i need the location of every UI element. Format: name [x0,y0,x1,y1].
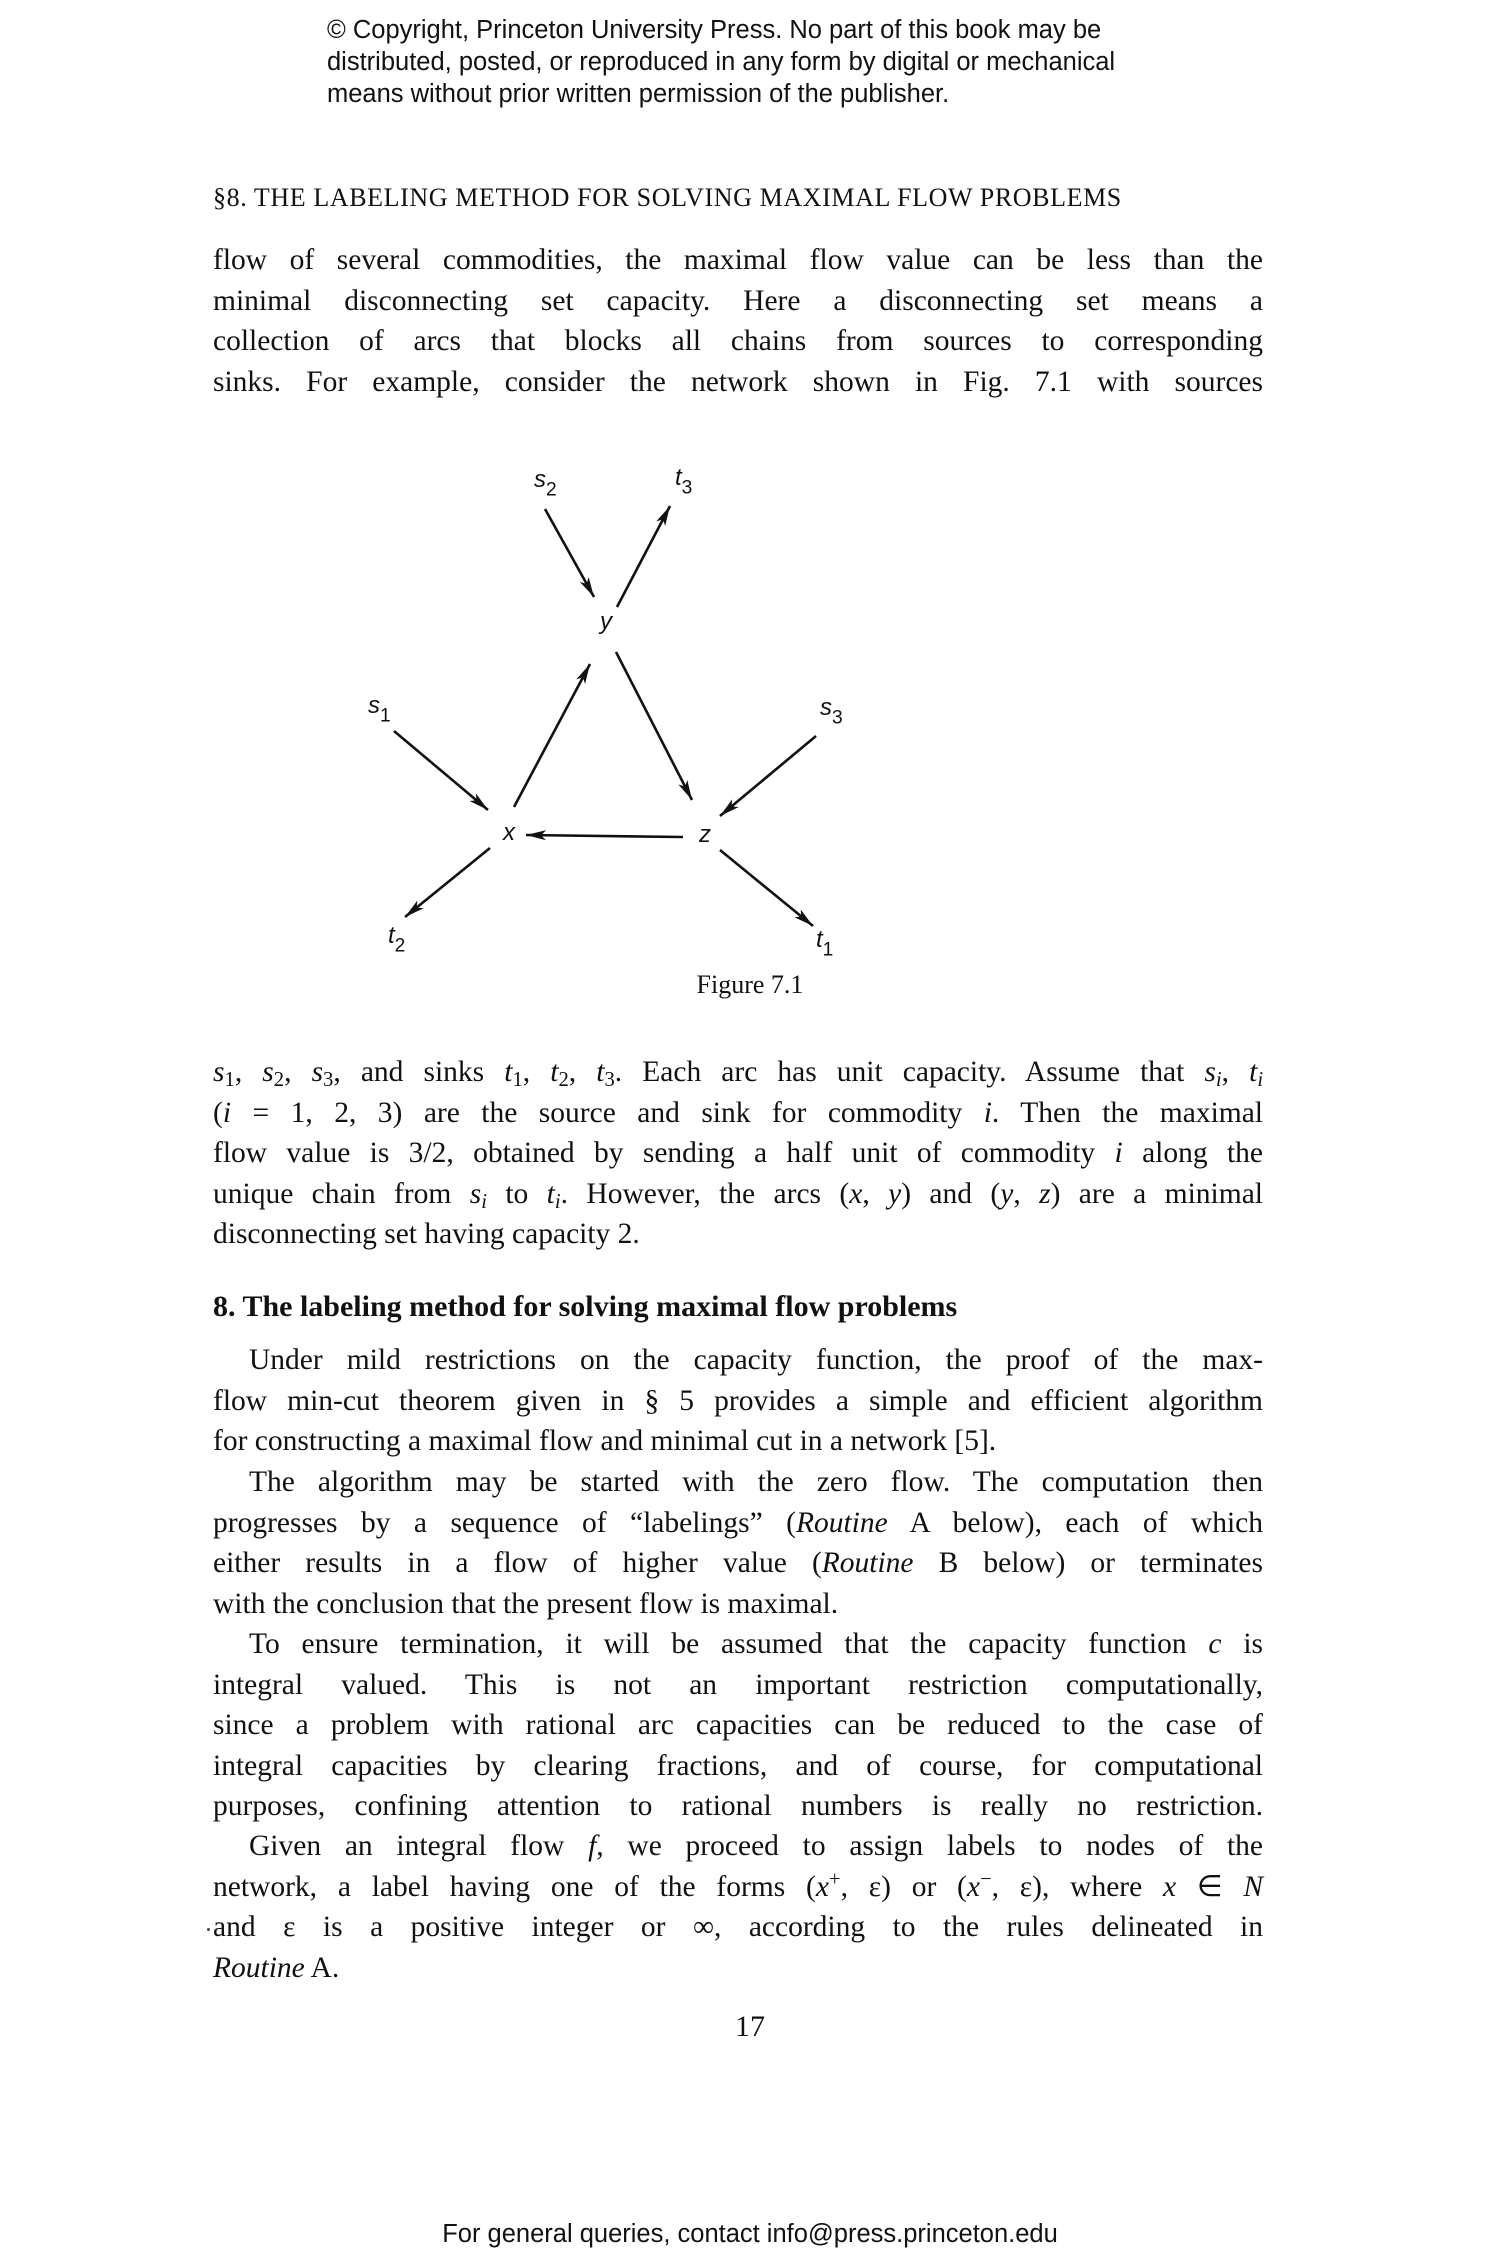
paragraph-algorithm [213,1462,1263,1624]
node-label-s2: $s_2$ [534,466,557,501]
arc-x-t2 [405,848,490,917]
text-line: integral valued. This is not an important restriction computationally, [213,1668,1263,1701]
text-line: flow value is 3/2, obtained by sending a half unit of commodity i along the [213,1137,1263,1169]
paragraph-labels [213,1826,1263,1988]
scan-artifact-dot [207,1928,210,1931]
node-label-y: y [600,608,612,635]
paragraph-restrictions [213,1340,1263,1462]
page-number: 17 [735,2010,765,2043]
paragraph-termination [213,1624,1263,1827]
copyright-line: distributed, posted, or reproduced in any form by digital or mechanical [327,48,1116,76]
text-line: network, a label having one of the forms (x+, ε) or (x−, ε), where x ∈ N [213,1868,1264,1903]
arc-z-t1 [720,850,813,926]
text-line: $s_1$, $s_2$, $s_3$, and sinks $t_1$, $t_2$, $t_3$. Each arc has unit capacity. Assume that $s_i$, $t_i$ [213,1056,1264,1092]
arc-y-z [616,652,692,800]
node-label-s3: $s_3$ [820,694,843,729]
footer-contact: For general queries, contact info@press.princeton.edu [442,2220,1058,2248]
copyright-notice [327,14,1227,110]
text-line: Given an integral flow f, we proceed to assign labels to nodes of the [249,1830,1263,1862]
text-line: progresses by a sequence of “labelings” (Routine A below), each of which [213,1506,1263,1539]
section-heading: 8. The labeling method for solving maximal flow problems [213,1290,958,1323]
node-label-x: x [503,819,515,846]
node-label-t2: $t_2$ [388,922,406,957]
text-line: minimal disconnecting set capacity. Here a disconnecting set means a [213,284,1263,317]
figure-7-1 [0,430,1500,990]
text-line: purposes, confining attention to rational numbers is really no restriction. [213,1790,1263,1822]
text-line: flow of several commodities, the maximal flow value can be less than the [213,244,1263,276]
arc-z-x [526,835,683,837]
text-line: flow min-cut theorem given in § 5 provides a simple and efficient algorithm [213,1384,1263,1417]
arc-y-t3 [617,506,670,607]
text-line: unique chain from $s_i$ to $t_i$. However, the arcs (x, y) and (y, z) are a minimal [213,1177,1263,1213]
arc-s1-x [394,731,488,810]
copyright-line: means without prior written permission of the publisher. [327,80,950,108]
figure-caption: Figure 7.1 [696,970,804,999]
running-head: §8. THE LABELING METHOD FOR SOLVING MAXIMAL FLOW PROBLEMS [213,183,1122,212]
text-line: disconnecting set having capacity 2. [213,1218,640,1250]
node-label-t3: $t_3$ [675,464,693,499]
text-line: sinks. For example, consider the network shown in Fig. 7.1 with sources [213,365,1263,398]
arc-x-y [514,664,590,807]
paragraph-example [213,1052,1263,1255]
network-diagram [0,430,1500,990]
text-line: with the conclusion that the present flow is maximal. [213,1587,839,1620]
text-line: and ε is a positive integer or ∞, according to the rules delineated in [213,1911,1263,1943]
text-line: integral capacities by clearing fractions, and of course, for computational [213,1749,1263,1782]
text-line: Under mild restrictions on the capacity function, the proof of the max- [249,1344,1263,1376]
text-line: collection of arcs that blocks all chains from sources to corresponding [213,325,1263,357]
text-line: either results in a flow of higher value (Routine B below) or terminates [213,1547,1263,1579]
text-line: Routine A. [213,1951,340,1984]
paragraph-intro [213,240,1263,402]
copyright-line: © Copyright, Princeton University Press. No part of this book may be [327,16,1102,44]
node-label-t1: $t_1$ [816,926,834,961]
node-label-s1: $s_1$ [368,692,391,727]
text-line: (i = 1, 2, 3) are the source and sink for commodity i. Then the maximal [213,1096,1264,1129]
arc-s2-y [545,509,594,597]
node-label-z: z [699,821,711,848]
text-line: To ensure termination, it will be assumed that the capacity function c is [249,1628,1263,1660]
arc-s3-z [720,736,816,816]
text-line: The algorithm may be started with the zero flow. The computation then [249,1466,1263,1498]
text-line: for constructing a maximal flow and minimal cut in a network [5]. [213,1425,997,1457]
text-line: since a problem with rational arc capacities can be reduced to the case of [213,1709,1263,1741]
